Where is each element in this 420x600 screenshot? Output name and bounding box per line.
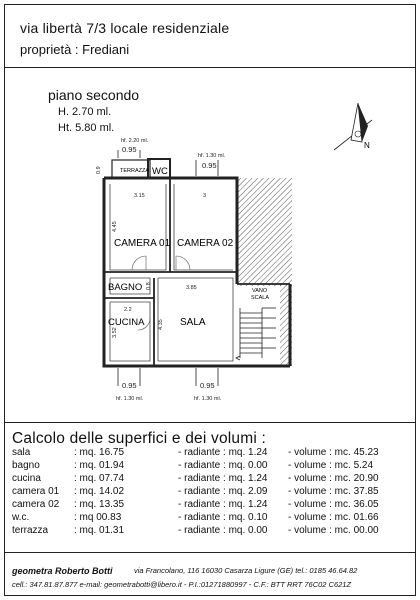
room-label-bagno: BAGNO: [108, 282, 143, 293]
dim-435: 4.35: [158, 319, 164, 330]
plan-height-1: H. 2.70 ml.: [58, 106, 112, 118]
compass-icon: [334, 103, 372, 150]
room-label-vano: VANO: [252, 288, 268, 294]
calc-row: sala : mq. 16.75 - radiante : mq. 1.24 - volume : mc. 45.23: [12, 447, 379, 458]
footer-contact: cell.: 347.81.87.877 e-mail: geometrabotti@libero.it - P.I.:01271880997 - C.F.: BTT RRT 76C02 C621Z: [12, 580, 352, 589]
page-title: via libertà 7/3 locale residenziale: [20, 20, 230, 36]
room-label-terrazza: TERRAZZA: [120, 168, 150, 174]
footer-address: via Francolano, 116 16030 Casarza Ligure (GE) tel.: 0185 46.64.82: [134, 566, 358, 575]
room-label-scala: SCALA: [251, 295, 270, 301]
dim-window-bot1: 0.95: [122, 381, 137, 390]
calc-title: Calcolo delle superfici e dei volumi :: [12, 430, 266, 447]
calc-row: camera 01 : mq. 14.02 - radiante : mq. 2.09 - volume : mc. 37.85: [12, 486, 379, 497]
room-label-camera02: CAMERA 02: [177, 238, 234, 249]
dim-445: 4.45: [112, 221, 118, 232]
dim-hf-top2: hf. 1.30 ml.: [198, 153, 226, 159]
dim-09: 0.9: [96, 166, 102, 174]
room-label-cucina: CUCINA: [108, 317, 145, 328]
calc-row: camera 02 : mq. 13.35 - radiante : mq. 1.24 - volume : mc. 36.05: [12, 499, 379, 510]
footer-name: geometra Roberto Botti: [12, 566, 113, 576]
dim-window-bot2: 0.95: [200, 381, 215, 390]
dim-hf-bot2: hf. 1.30 ml.: [194, 396, 222, 402]
dim-window-top2: 0.95: [202, 161, 217, 170]
staircase: [236, 308, 276, 360]
calc-row: bagno : mq. 01.94 - radiante : mq. 0.00 - volume : mc. 5.24: [12, 460, 374, 471]
room-label-sala: SALA: [180, 317, 206, 328]
dim-315: 3.15: [134, 193, 145, 199]
room-label-camera01: CAMERA 01: [114, 238, 171, 249]
dim-3: 3: [203, 193, 207, 199]
plan-title: piano secondo: [48, 87, 140, 103]
calc-row: terrazza : mq. 01.31 - radiante : mq. 0.00 - volume : mc. 00.00: [12, 525, 379, 536]
dim-22: 2.2: [124, 307, 132, 313]
dim-08: 0.8: [146, 282, 152, 290]
dim-hf-top1: hf. 2.20 ml.: [121, 138, 149, 144]
neighbour-hatch: [237, 178, 292, 286]
calc-row: w.c. : mq 00.83 - radiante : mq. 0.10 - volume : mc. 01.66: [12, 512, 379, 523]
room-label-wc: WC: [152, 166, 168, 177]
dim-352: 3.52: [112, 327, 118, 338]
owner-label: proprietà : Frediani: [20, 42, 130, 57]
calc-row: cucina : mq. 07.74 - radiante : mq. 1.24 - volume : mc. 20.90: [12, 473, 379, 484]
compass-north-label: N: [364, 141, 370, 150]
dim-385: 3.85: [186, 285, 197, 291]
plan-height-2: Ht. 5.80 ml.: [58, 122, 115, 134]
dim-window-top1: 0.95: [122, 145, 137, 154]
dim-hf-bot1: hf. 1.30 ml.: [116, 396, 144, 402]
